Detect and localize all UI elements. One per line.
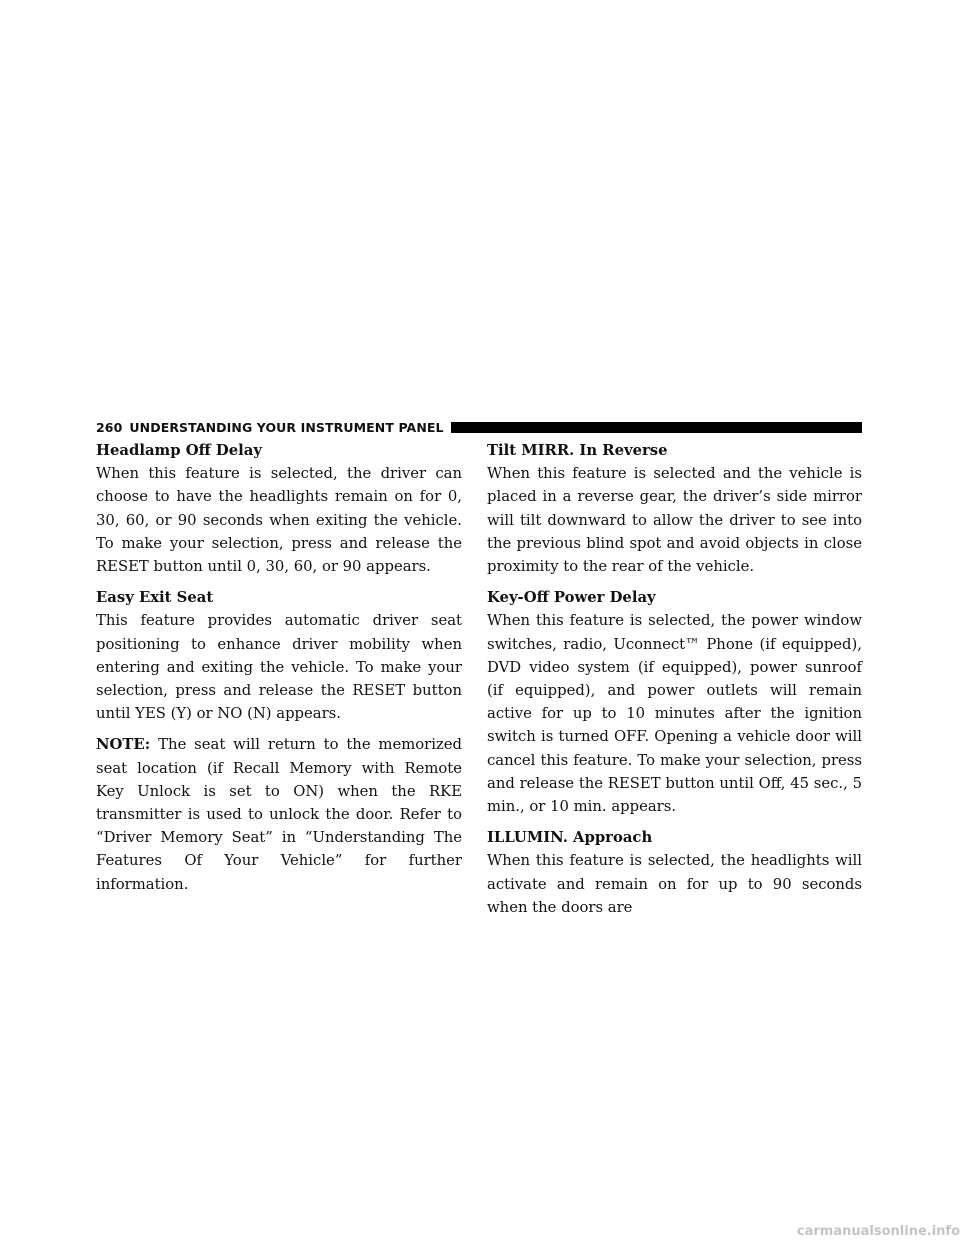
section-heading: Headlamp Off Delay [96,442,262,459]
note-paragraph [96,733,462,895]
page-header [96,418,862,436]
watermark: carmanualsonline.info [796,1224,960,1239]
header-rule [451,422,862,433]
section-key-off-power-delay [487,586,862,818]
section-heading: Tilt MIRR. In Reverse [487,442,668,459]
section-heading: Key-Off Power Delay [487,589,656,607]
chapter-title: UNDERSTANDING YOUR INSTRUMENT PANEL [129,419,444,435]
section-illumin-approach [487,826,862,919]
note-text: The seat will return to the memorized seat location (if Recall Memory with Remote Key Unlock is set to ON) when the RKE transmitter is used to unlock the door. Refer to “Driver Memory Seat” in “Understanding The Features Of Your Vehicle” for further information. [96,736,462,893]
left-column [96,439,462,904]
section-headlamp-off-delay [96,439,462,578]
section-tilt-mirror-in-reverse [487,439,862,578]
section-heading: ILLUMIN. Approach [487,829,653,847]
section-body: When this feature is selected, the power window switches, radio, Uconnect™ Phone (if equipped), DVD video system (if equipped), power sunroof (if equipped), and power outlets will remain active for up to 10 minutes after the ignition switch is turned OFF. Opening a vehicle door will cancel this feature. To make your selection, press and release the RESET button until Off, 45 sec., 5 min., or 10 min. appears. [487,612,862,816]
note-label: NOTE: [96,736,151,754]
page-number: 260 [96,419,123,435]
section-body: When this feature is selected, the headlights will activate and remain on for up to 90 seconds when the doors are [487,852,862,916]
right-column [487,439,862,927]
section-body: This feature provides automatic driver seat positioning to enhance driver mobility when entering and exiting the vehicle. To make your selection, press and release the RESET button until YES (Y) or NO (N) appears. [96,612,462,723]
section-body: When this feature is selected and the vehicle is placed in a reverse gear, the driver’s side mirror will tilt downward to allow the driver to see into the previous blind spot and avoid objects in close proximity to the rear of the vehicle. [487,465,862,576]
section-heading: Easy Exit Seat [96,589,214,607]
section-body: When this feature is selected, the driver can choose to have the headlights remain on for 0, 30, 60, or 90 seconds when exiting the vehicle. To make your selection, press and release the RESET button until 0, 30, 60, or 90 appears. [96,465,462,576]
section-easy-exit-seat [96,586,462,725]
